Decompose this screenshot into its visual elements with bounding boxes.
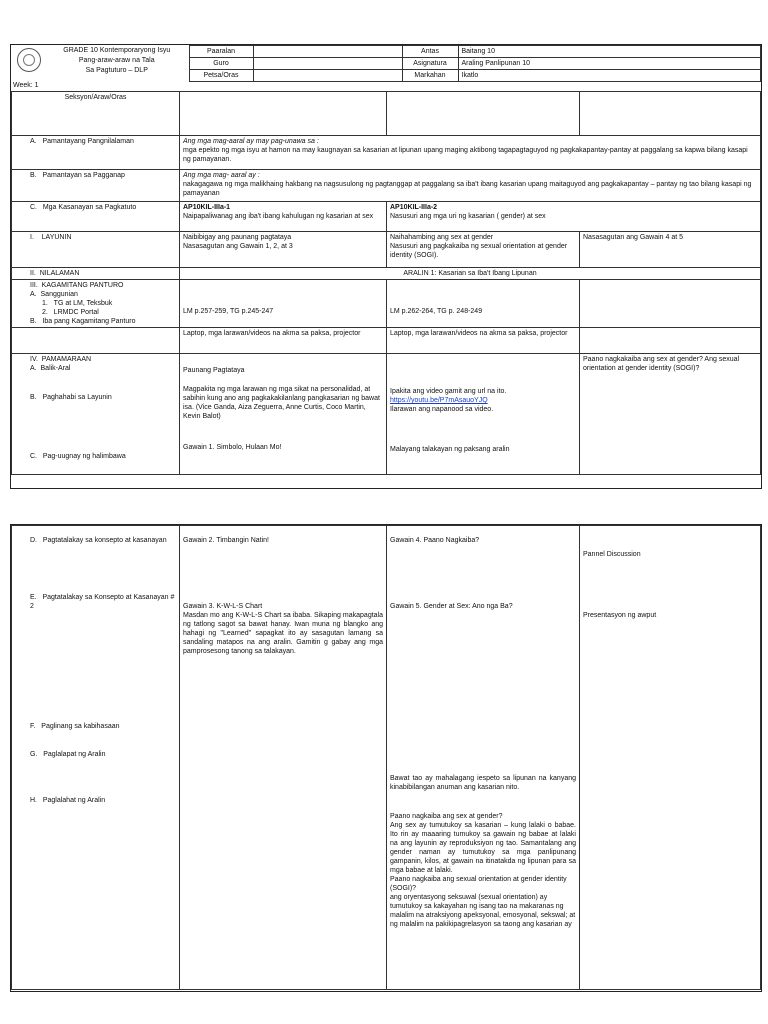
layunin-day-1: Naibibigay ang paunang pagtataya Nasasagutan ang Gawain 1, 2, at 3 — [180, 232, 387, 268]
pamantayang-pangnilalaman-label: A. Pamantayang Pangnilalaman — [12, 136, 180, 170]
kasanayan-label: C. Mga Kasanayan sa Pagkatuto — [12, 202, 180, 232]
nilalaman-text: ARALIN 1: Kasarian sa Iba't Ibang Lipunan — [180, 268, 761, 280]
seksyon-label: Seksyon/Araw/Oras — [12, 92, 180, 136]
iba-pang-kagamitan-label: B. Iba pang Kagamitang Panturo — [30, 318, 136, 325]
balik-aral-day-1: Paunang Pagtataya — [183, 367, 245, 374]
layunin-day-3: Nasasagutan ang Gawain 4 at 5 — [580, 232, 761, 268]
iba-day-1: Laptop, mga larawan/videos na akma sa paksa, projector — [180, 328, 387, 354]
school-line-2: Pang-araw-araw na Tala — [78, 56, 155, 64]
kagamitan-cell-3 — [580, 280, 761, 328]
pamantayang-pangnilalaman-text: mga epekto ng mga isyu at hamon na may kaugnayan sa kasarian at lipunan upang maging aktibong tagapagtaguyod ng pagkakapantay-pantay at paggalang sa kapwa bilang kasapi ng pamayanan. — [183, 147, 748, 163]
youtube-video-link[interactable]: https://youtu.be/P7mAsauoYJQ — [390, 397, 488, 404]
paghahabi-day-2-intro: Ipakita ang video gamit ang url na ito. — [390, 388, 507, 395]
balik-aral-label: A. Balik-Aral — [30, 365, 71, 372]
petsa-label: Petsa/Oras — [189, 70, 253, 82]
dlp-table-page-2 — [11, 525, 761, 990]
school-line-1: GRADE 10 Kontemporaryong Isyu — [63, 46, 171, 54]
page-1 — [10, 44, 762, 489]
markahan-value: Ikatlo — [458, 70, 761, 82]
page-2 — [10, 524, 762, 992]
paglalahat-answer-2: ang oryentasyong seksuwal (sexual orientation) ay tumutukoy sa kakayahan ng isang tao na makaranas ng malalim na atraksiyong apeksyonal, emosyonal, sekswal; at ng malalim na pakikipagrelasyon sa taong ang kasarian ay — [390, 894, 576, 928]
kagamitan-label: III. KAGAMITANG PANTURO — [30, 282, 124, 289]
lm-reference-1: LM p.257-259, TG p.245-247 — [183, 308, 274, 315]
paglalahat-answer-1: Ang sex ay tumutukoy sa kasarian – kung lalaki o babae. Ito rin ay maaaring tumukoy sa gawain ng babae at lalaki na ang layunin ay reproduksiyon ng tao. Samantalang ang gender naman ay tumutukoy sa mga panlipunang gampanin, kilos, at gawain na itinatakda ng lipunan para sa mga babae at lalaki. — [390, 822, 576, 874]
dlp-table — [11, 91, 761, 475]
gawain-4-label: Gawain 4. Paano Nagkaiba? — [390, 537, 480, 544]
paglalahat-question-1: Paano nagkaiba ang sex at gender? — [390, 813, 503, 820]
paglinang-label: F. Paglinang sa kabihasaan — [30, 723, 120, 730]
pannel-discussion-label: Pannel Discussion — [583, 551, 641, 558]
nilalaman-label: II. NILALAMAN — [12, 268, 180, 280]
deped-seal-icon — [17, 48, 41, 72]
paglalahat-label: H. Paglalahat ng Aralin — [30, 797, 106, 804]
paghahabi-day-2-outro: Ilarawan ang napanood sa video. — [390, 406, 494, 413]
presentasyon-label: Presentasyon ng awput — [583, 612, 657, 619]
pamantayang-pangnilalaman-intro: Ang mga mag-aaral ay may pag-unawa sa : — [183, 138, 319, 145]
gawain-2-label: Gawain 2. Timbangin Natin! — [183, 537, 269, 544]
paghahabi-label: B. Paghahabi sa Layunin — [30, 394, 112, 401]
pagtatalakay-1-label: D. Pagtatalakay sa konsepto at kasanayan — [30, 537, 167, 544]
paghahabi-day-1: Magpakita ng mga larawan ng mga sikat na personalidad, at sabihin kung ano ang pagkakakilanlang pangkasarian ng bawat isa. (Vice Ganda, Aiza Zeguerra, Anne Curtis, Coco Martin, Kevin Balot) — [183, 386, 380, 420]
seksyon-cell-3 — [580, 92, 761, 136]
pamantayan-pagganap-intro: Ang mga mag- aaral ay : — [183, 172, 260, 179]
markahan-label: Markahan — [402, 70, 458, 82]
guro-value — [253, 58, 402, 70]
iba-spacer — [12, 328, 180, 354]
paglalapat-label: G. Paglalapat ng Aralin — [30, 751, 106, 758]
paglalapat-day-2: Bawat tao ay mahalagang iespeto sa lipunan na kanyang kinabibilangan anuman ang kasarian nito. — [390, 775, 576, 791]
school-line-3: Sa Pagtuturo – DLP — [85, 66, 148, 74]
paglalahat-question-2: Paano nagkaiba ang sexual orientation at gender identity (SOGI)? — [390, 876, 567, 892]
pamamaraan-label: IV. PAMAMARAAN — [30, 356, 92, 363]
paaralan-value — [253, 46, 402, 58]
col3-question: Paano nagkakaiba ang sex at gender? Ang sexual orientation at gender identity (SOGI)? — [580, 354, 761, 475]
layunin-day-2: Naihahambing ang sex at gender Nasusuri ang pagkakaiba ng sexual orientation at gender identity (SOGI). — [387, 232, 580, 268]
iba-day-2: Laptop, mga larawan/videos na akma sa paksa, projector — [387, 328, 580, 354]
guro-label: Guro — [189, 58, 253, 70]
sanggunian-item-2: 2. LRMDC Portal — [42, 309, 99, 316]
school-header — [11, 46, 189, 82]
kasanayan-code-2: AP10KIL-IIIa-2 — [390, 204, 438, 211]
pag-uugnay-day-1: Gawain 1. Simbolo, Hulaan Mo! — [183, 444, 282, 451]
header-table — [11, 45, 761, 82]
sanggunian-label: A. Sanggunian — [30, 291, 78, 298]
pagtatalakay-2-label: E. Pagtatalakay sa Konsepto at Kasanayan # 2 — [30, 594, 175, 610]
asignatura-label: Asignatura — [402, 58, 458, 70]
kasanayan-text-1: Naipapaliwanag ang iba't ibang kahulugan ng kasarian at sex — [183, 213, 374, 220]
petsa-value — [253, 70, 402, 82]
iba-cell-3 — [580, 328, 761, 354]
gawain-3-text: Masdan mo ang K-W-L-S Chart sa ibaba. Sikaping makapagtala ng tatlong sagot sa bawat hanay. Iwan muna ng blangko ang hahagi ng "Learned" sapagkat ito ay sasagutan lamang sa sandaling matapos na ang aralin. Gamitin g gabay ang mga pamprosesong tanong sa talakayan. — [183, 612, 383, 655]
antas-label: Antas — [402, 46, 458, 58]
layunin-label: I. LAYUNIN — [12, 232, 180, 268]
kasanayan-text-2: Nasusuri ang mga uri ng kasarian ( gender) at sex — [390, 213, 546, 220]
week-label: Week: 1 — [13, 82, 39, 89]
gawain-5-label: Gawain 5. Gender at Sex: Ano nga Ba? — [390, 603, 513, 610]
asignatura-value: Araling Panlipunan 10 — [458, 58, 761, 70]
seksyon-cell-1 — [180, 92, 387, 136]
lm-reference-2: LM p.262-264, TG p. 248-249 — [390, 308, 483, 315]
gawain-3-title: Gawain 3. K-W-L-S Chart — [183, 603, 263, 610]
kasanayan-code-1: AP10KIL-IIIa-1 — [183, 204, 231, 211]
sanggunian-item-1: 1. TG at LM, Teksbuk — [42, 300, 113, 307]
seksyon-cell-2 — [387, 92, 580, 136]
pamantayan-pagganap-label: B. Pamantayan sa Pagganap — [12, 170, 180, 202]
pag-uugnay-label: C. Pag-uugnay ng halimbawa — [30, 453, 126, 460]
pag-uugnay-day-2: Malayang talakayan ng paksang aralin — [390, 446, 510, 453]
antas-value: Baitang 10 — [458, 46, 761, 58]
pamantayan-pagganap-text: nakagagawa ng mga malikhaing hakbang na nagsusulong ng pagtanggap at paggalang sa iba't ibang kasarian upang maitaguyod ang pagkakapantay – pantay ng tao bilang kasapi ng pamayanan — [183, 181, 752, 197]
paaralan-label: Paaralan — [189, 46, 253, 58]
